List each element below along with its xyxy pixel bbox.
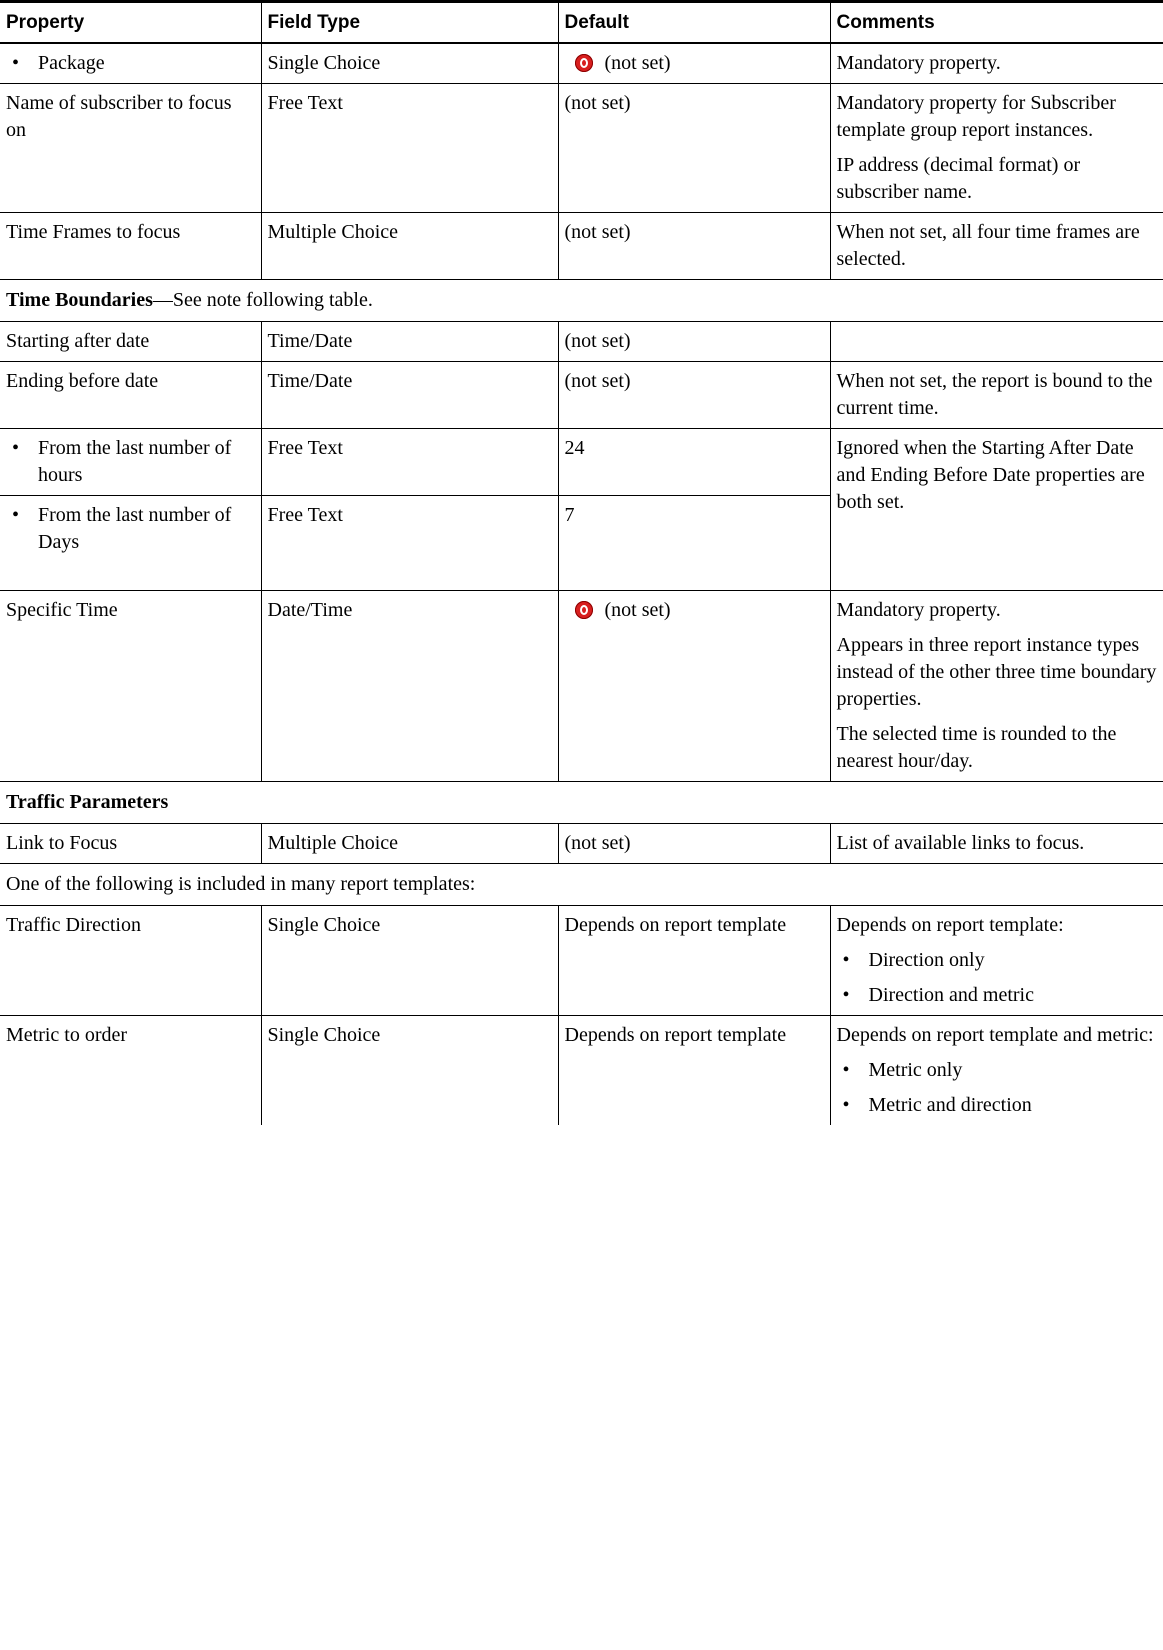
section-title-time-boundaries: Time Boundaries bbox=[6, 289, 153, 311]
comment-specific-time-2: Appears in three report instance types instead of the other three time boundary properties. bbox=[836, 634, 1157, 710]
field-type-time-frames: Multiple Choice bbox=[261, 213, 558, 280]
default-traffic-direction: Depends on report template bbox=[558, 906, 830, 1016]
header-field-type: Field Type bbox=[261, 2, 558, 44]
bullet-icon: • bbox=[12, 504, 20, 526]
section-note-time-boundaries: —See note following table. bbox=[152, 289, 373, 311]
property-time-frames: Time Frames to focus bbox=[0, 213, 261, 280]
comment-traffic-direction-bullet: Direction and metric bbox=[868, 984, 1034, 1006]
property-metric-order: Metric to order bbox=[0, 1016, 261, 1126]
field-type-last-days: Free Text bbox=[261, 496, 558, 591]
table-row bbox=[0, 84, 1163, 213]
comment-package: Mandatory property. bbox=[830, 43, 1163, 84]
comment-time-frames: When not set, all four time frames are selected. bbox=[830, 213, 1163, 280]
default-ending-before: (not set) bbox=[558, 362, 830, 429]
comment-subscriber-1: Mandatory property for Subscriber template group report instances. bbox=[836, 92, 1116, 141]
default-subscriber: (not set) bbox=[558, 84, 830, 213]
field-type-link-focus: Multiple Choice bbox=[261, 824, 558, 864]
comment-traffic-direction-intro: Depends on report template: bbox=[836, 914, 1064, 936]
comment-ending-before: When not set, the report is bound to the current time. bbox=[830, 362, 1163, 429]
comment-metric-order-intro: Depends on report template and metric: bbox=[836, 1024, 1154, 1046]
property-starting-after: Starting after date bbox=[0, 322, 261, 362]
section-row-one-of-following bbox=[0, 864, 1163, 906]
table-row bbox=[0, 1016, 1163, 1126]
comment-metric-order-bullet: Metric and direction bbox=[868, 1094, 1032, 1116]
section-title-traffic-parameters: Traffic Parameters bbox=[0, 782, 1163, 824]
default-specific-time: (not set) bbox=[604, 599, 671, 621]
header-comments: Comments bbox=[830, 2, 1163, 44]
list-item bbox=[837, 947, 1158, 974]
default-package: (not set) bbox=[604, 52, 671, 74]
comment-starting-after bbox=[830, 322, 1163, 362]
list-item bbox=[837, 1057, 1158, 1084]
section-text-one-of-following: One of the following is included in many report templates: bbox=[0, 864, 1163, 906]
field-type-starting-after: Time/Date bbox=[261, 322, 558, 362]
property-last-hours: From the last number of hours bbox=[38, 437, 232, 486]
list-item bbox=[837, 1092, 1158, 1119]
property-link-focus: Link to Focus bbox=[0, 824, 261, 864]
table-row bbox=[0, 906, 1163, 1016]
header-row bbox=[0, 2, 1163, 44]
property-last-days: From the last number of Days bbox=[38, 504, 232, 553]
field-type-metric-order: Single Choice bbox=[261, 1016, 558, 1126]
comment-specific-time-3: The selected time is rounded to the nearest hour/day. bbox=[836, 723, 1117, 772]
comment-subscriber-2: IP address (decimal format) or subscriber name. bbox=[836, 154, 1081, 203]
mandatory-alert-icon bbox=[575, 601, 593, 619]
default-time-frames: (not set) bbox=[558, 213, 830, 280]
default-last-days: 7 bbox=[558, 496, 830, 591]
mandatory-alert-icon bbox=[575, 54, 593, 72]
bullet-icon: • bbox=[842, 1094, 850, 1116]
comment-traffic-direction-bullet: Direction only bbox=[868, 949, 985, 971]
property-ending-before: Ending before date bbox=[0, 362, 261, 429]
property-package: Package bbox=[38, 52, 105, 74]
default-link-focus: (not set) bbox=[558, 824, 830, 864]
field-type-package: Single Choice bbox=[261, 43, 558, 84]
table-row bbox=[0, 824, 1163, 864]
list-item bbox=[837, 982, 1158, 1009]
field-type-ending-before: Time/Date bbox=[261, 362, 558, 429]
table-row bbox=[0, 429, 1163, 496]
table-row bbox=[0, 322, 1163, 362]
field-type-subscriber: Free Text bbox=[261, 84, 558, 213]
table-row bbox=[0, 213, 1163, 280]
table-row bbox=[0, 362, 1163, 429]
table-row bbox=[0, 591, 1163, 782]
section-row-traffic-parameters bbox=[0, 782, 1163, 824]
header-default: Default bbox=[558, 2, 830, 44]
bullet-icon: • bbox=[842, 984, 850, 1006]
header-property: Property bbox=[0, 2, 261, 44]
property-specific-time: Specific Time bbox=[0, 591, 261, 782]
table-row bbox=[0, 43, 1163, 84]
property-subscriber: Name of subscriber to focus on bbox=[0, 84, 261, 213]
bullet-icon: • bbox=[12, 437, 20, 459]
bullet-icon: • bbox=[842, 1059, 850, 1081]
field-type-last-hours: Free Text bbox=[261, 429, 558, 496]
default-metric-order: Depends on report template bbox=[558, 1016, 830, 1126]
default-last-hours: 24 bbox=[558, 429, 830, 496]
bullet-icon: • bbox=[842, 949, 850, 971]
section-row-time-boundaries bbox=[0, 280, 1163, 322]
field-type-specific-time: Date/Time bbox=[261, 591, 558, 782]
comment-metric-order-bullet: Metric only bbox=[868, 1059, 963, 1081]
default-starting-after: (not set) bbox=[558, 322, 830, 362]
comment-specific-time-1: Mandatory property. bbox=[836, 599, 1001, 621]
comment-last-shared: Ignored when the Starting After Date and Ending Before Date properties are both set. bbox=[830, 429, 1163, 591]
bullet-icon: • bbox=[12, 52, 20, 74]
comment-link-focus: List of available links to focus. bbox=[830, 824, 1163, 864]
property-traffic-direction: Traffic Direction bbox=[0, 906, 261, 1016]
field-type-traffic-direction: Single Choice bbox=[261, 906, 558, 1016]
